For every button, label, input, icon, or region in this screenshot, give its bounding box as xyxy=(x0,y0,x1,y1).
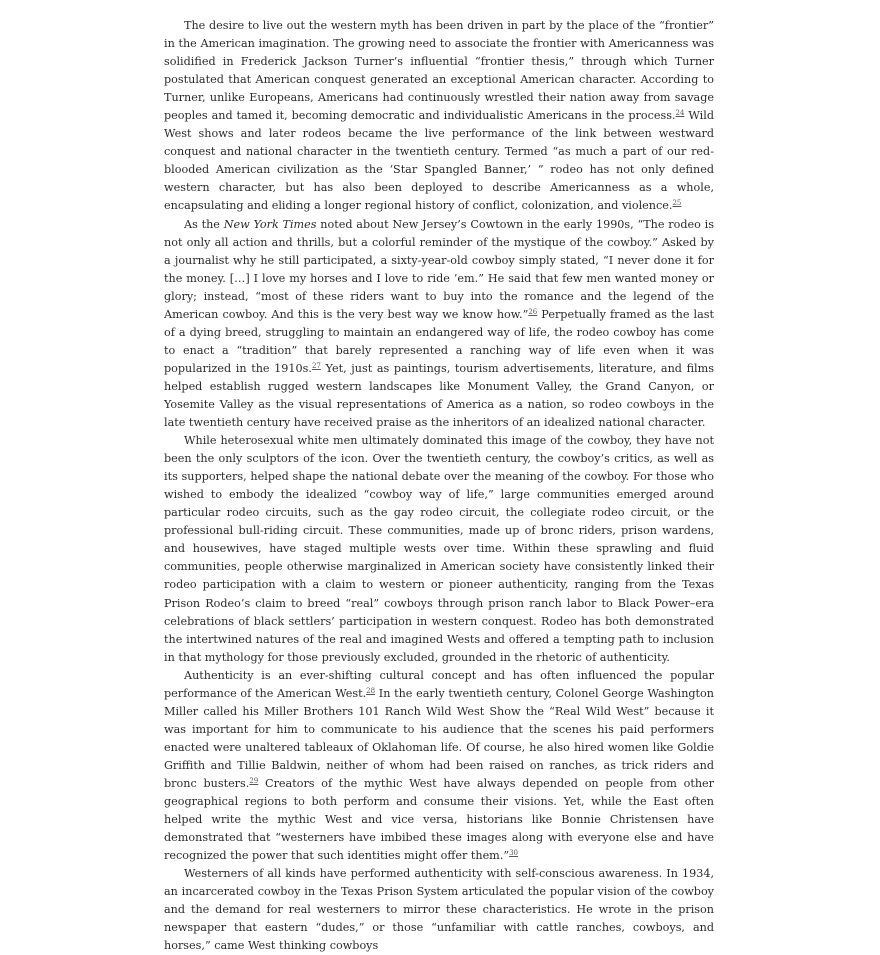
paragraph-text: Yet, just as paintings, tourism advertisements, literature, and films helped establish rugged western landscapes like Monument Valley, the Grand Canyon, or Yosemite Valley as the visual representations of America as a nation, so rodeo cowboys in the late twentieth century have received praise as the inheritors of an idealized national character. xyxy=(164,361,714,430)
paragraph-text: While heterosexual white men ultimately dominated this image of the cowboy, they have not been the only sculptors of the icon. Over the twentieth century, the cowboy’s critics, as well as its supporters, helped shape the national debate over the meaning of the cowboy. For those who wished to embody the idealized “cowboy way of life,” large communities emerged around particular rodeo circuits, such as the gay rodeo circuit, the collegiate rodeo circuit, or the professional bull-riding circuit. These communities, made up of bronc riders, prison wardens, and housewives, have staged multiple wests over time. Within these sprawling and fluid communities, people otherwise marginalized in American society have consistently linked their rodeo participation with a claim to western or pioneer authenticity, ranging from the Texas Prison Rodeo’s claim to breed “real” cowboys through prison ranch labor to Black Power–era celebrations of black settlers’ participation in western conquest. Rodeo has both demonstrated the intertwined natures of the real and imagined Wests and offered a tempting path to inclusion in that mythology for those previously excluded, grounded in the rhetoric of authenticity. xyxy=(164,434,714,664)
footnote-ref[interactable]: 29 xyxy=(249,776,259,785)
paragraph-text: Authenticity is an ever-shifting cultural concept and has often influenced the popular performance of the American West. xyxy=(164,668,714,700)
footnote-ref[interactable]: 30 xyxy=(509,849,518,858)
paragraph xyxy=(164,667,714,866)
paragraph xyxy=(164,865,714,955)
paragraph-text: As the xyxy=(184,217,224,231)
paragraph-text: Wild West shows and later rodeos became the live performance of the link between westward conquest and national character in the twentieth century. Termed “as much a part of our red-blooded American civilization as the ‘Star Spangled Banner,’ ” rodeo has not only defined western character, but has also been deployed to describe Americanness as a whole, encapsulating and eliding a longer regional history of conflict, colonization, and violence. xyxy=(164,109,714,213)
footnote-ref[interactable]: 25 xyxy=(672,199,682,208)
italic-title: New York Times xyxy=(223,217,317,231)
paragraph-text: Westerners of all kinds have performed authenticity with self-conscious awareness. In 1934, an incarcerated cowboy in the Texas Prison System articulated the popular vision of the cowboy and the demand for real westerners to mirror these characteristics. He wrote in the prison newspaper that eastern “dudes,” or those “unfamiliar with cattle ranches, cowboys, and horses,” came West thinking cowboys xyxy=(164,867,714,953)
footnote-ref[interactable]: 27 xyxy=(311,361,321,370)
footnote-ref[interactable]: 28 xyxy=(366,686,376,695)
paragraph-text: In the early twentieth century, Colonel George Washington Miller called his Miller Brothers 101 Ranch Wild West Show the “Real Wild West” because it was important for him to communicate to his audience that the scenes his paid performers enacted were unaltered tableaux of Oklahoman life. Of course, he also hired women like Goldie Griffith and Tillie Baldwin, neither of whom had been raised on ranches, as trick riders and bronc busters. xyxy=(164,686,714,790)
paragraph-text: Creators of the mythic West have always depended on people from other geographical regions to both perform and consume their visions. Yet, while the East often helped write the mythic West and vice versa, historians like Bonnie Christensen have demonstrated that “westerners have imbibed these images along with everyone else and have recognized the power that such identities might offer them.” xyxy=(164,776,714,863)
paragraph-text: Perpetually framed as the last of a dying breed, struggling to maintain an endangered way of life, the rodeo cowboy has come to enact a “tradition” that barely represented a ranching way of life even when it was popularized in the 1910s. xyxy=(164,307,714,375)
paragraph-text: noted about New Jersey’s Cowtown in the early 1990s, “The rodeo is not only all action and thrills, but a colorful reminder of the mystique of the cowboy.” Asked by a journalist why he still participated, a sixty-year-old cowboy simply stated, “I never done it for the money. […] I love my horses and I love to ride ’em.” He said that few men wanted money or glory; instead, “most of these riders want to buy into the romance and the legend of the American cowboy. And this is the very best way we know how.” xyxy=(164,217,714,321)
paragraph-text: The desire to live out the western myth has been driven in part by the place of the “frontier” in the American imagination. The growing need to associate the frontier with Americanness was solidified in Frederick Jackson Turner’s influential “frontier thesis,” through which Turner postulated that American conquest generated an exceptional American character. According to Turner, unlike Europeans, Americans had continuously wrestled their nation away from savage peoples and tamed it, becoming democratic and individualistic Americans in the process. xyxy=(164,19,714,123)
paragraph xyxy=(164,17,714,216)
book-page-body xyxy=(164,17,714,955)
footnote-ref[interactable]: 24 xyxy=(675,109,685,118)
paragraph xyxy=(164,216,714,433)
paragraph xyxy=(164,432,714,667)
footnote-ref[interactable]: 26 xyxy=(528,307,538,316)
